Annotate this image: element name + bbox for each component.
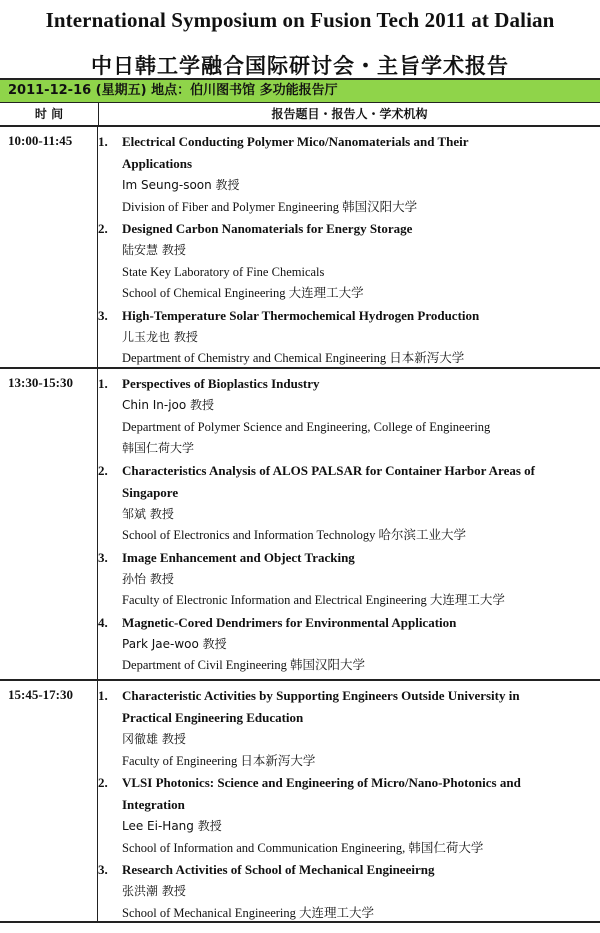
talk-title: Perspectives of Bioplastics Industry [122, 376, 320, 391]
talk-item [98, 547, 600, 612]
session-talks [98, 369, 600, 679]
talk-title: Characteristic Activities by Supporting Engineers Outside University in [122, 688, 520, 703]
talk-affiliation: Faculty of Electronic Information and Electrical Engineering 大连理工大学 [122, 593, 505, 607]
talk-speaker: 张洪潮 教授 [122, 884, 186, 898]
session-time: 15:45-17:30 [0, 681, 98, 921]
topic-column-header: 报告题目・报告人・学术机构 [271, 107, 428, 121]
talk-affiliation: Department of Polymer Science and Engineering, College of Engineering [122, 419, 491, 434]
talk-title: Designed Carbon Nanomaterials for Energy Storage [122, 221, 413, 236]
talk-item [98, 772, 600, 859]
talk-speaker: 儿玉龙也 教授 [122, 329, 198, 344]
talk-title: Singapore [122, 484, 179, 500]
talk-title: High-Temperature Solar Thermochemical Hydrogen Production [122, 307, 480, 323]
talk-title: Practical Engineering Education [122, 710, 304, 725]
talk-item [98, 612, 600, 677]
talk-title: Research Activities of School of Mechanical Engineeirng [122, 862, 435, 877]
session-talks [98, 681, 600, 921]
talk-speaker: 孙怡 教授 [122, 571, 174, 586]
talk-item [98, 859, 600, 924]
talk-number: 2. [98, 775, 108, 790]
talk-affiliation: School of Electronics and Information Technology 哈尔滨工业大学 [122, 528, 466, 542]
talk-affiliation: Division of Fiber and Polymer Engineering 韩国汉阳大学 [122, 199, 418, 214]
talk-title: Applications [122, 156, 193, 171]
talk-number: 3. [98, 307, 108, 323]
talk-item [98, 305, 600, 370]
talk-number: 3. [98, 862, 108, 877]
talk-item [98, 373, 600, 460]
talk-number: 2. [98, 462, 108, 478]
session-afternoon-2 [0, 681, 600, 923]
talk-number: 2. [98, 221, 108, 236]
talk-number: 4. [98, 614, 108, 630]
session-morning [0, 127, 600, 369]
date-location-bar: 2011-12-16 (星期五) 地点：伯川图书馆 多功能报告厅 [0, 78, 600, 103]
talk-speaker: Lee Ei-Hang 教授 [122, 819, 222, 833]
schedule-table [0, 78, 600, 923]
talk-item [98, 218, 600, 305]
talk-affiliation: School of Information and Communication Engineering, 韩国仁荷大学 [122, 840, 484, 855]
talk-affiliation: School of Mechanical Engineering 大连理工大学 [122, 905, 375, 920]
talk-item [98, 460, 600, 547]
talk-speaker: Chin In-joo 教授 [122, 398, 215, 412]
talk-affiliation: 韩国仁荷大学 [122, 441, 195, 455]
talk-title: Characteristics Analysis of ALOS PALSAR for Container Harbor Areas of [122, 462, 535, 478]
talk-affiliation: State Key Laboratory of Fine Chemicals [122, 264, 325, 279]
talk-speaker: 冈徹雄 教授 [122, 732, 186, 746]
talk-number: 3. [98, 549, 108, 565]
talk-affiliation: Faculty of Engineering 日本新泻大学 [122, 753, 316, 768]
talk-item [98, 685, 600, 772]
talk-number: 1. [98, 134, 108, 149]
talk-title: Image Enhancement and Object Tracking [122, 549, 355, 565]
session-talks [98, 127, 600, 367]
talk-affiliation: Department of Civil Engineering 韩国汉阳大学 [122, 658, 366, 672]
talk-speaker: 邹斌 教授 [122, 506, 174, 521]
talk-affiliation: Department of Chemistry and Chemical Engineering 日本新泻大学 [122, 351, 465, 365]
title-chinese: 中日韩工学融合国际研讨会・主旨学术报告 [91, 54, 509, 78]
table-header [0, 103, 600, 127]
talk-number: 1. [98, 688, 108, 703]
time-column-header: 时 间 [0, 103, 99, 125]
talk-speaker: Im Seung-soon 教授 [122, 178, 240, 192]
talk-affiliation: School of Chemical Engineering 大连理工大学 [122, 286, 364, 300]
talk-number: 1. [98, 376, 108, 391]
talk-title: Magnetic-Cored Dendrimers for Environmental Application [122, 614, 457, 630]
talk-speaker: Park Jae-woo 教授 [122, 636, 227, 651]
talk-item [98, 131, 600, 218]
session-time: 10:00-11:45 [0, 127, 98, 367]
talk-speaker: 陆安慧 教授 [122, 243, 186, 257]
title-english: International Symposium on Fusion Tech 2011 at Dalian [45, 8, 555, 32]
talk-title: VLSI Photonics: Science and Engineering of Micro/Nano-Photonics and [122, 775, 521, 790]
talk-title: Electrical Conducting Polymer Mico/Nanomaterials and Their [122, 134, 469, 149]
session-afternoon-1 [0, 369, 600, 681]
session-time: 13:30-15:30 [0, 369, 98, 679]
talk-title: Integration [122, 797, 185, 812]
